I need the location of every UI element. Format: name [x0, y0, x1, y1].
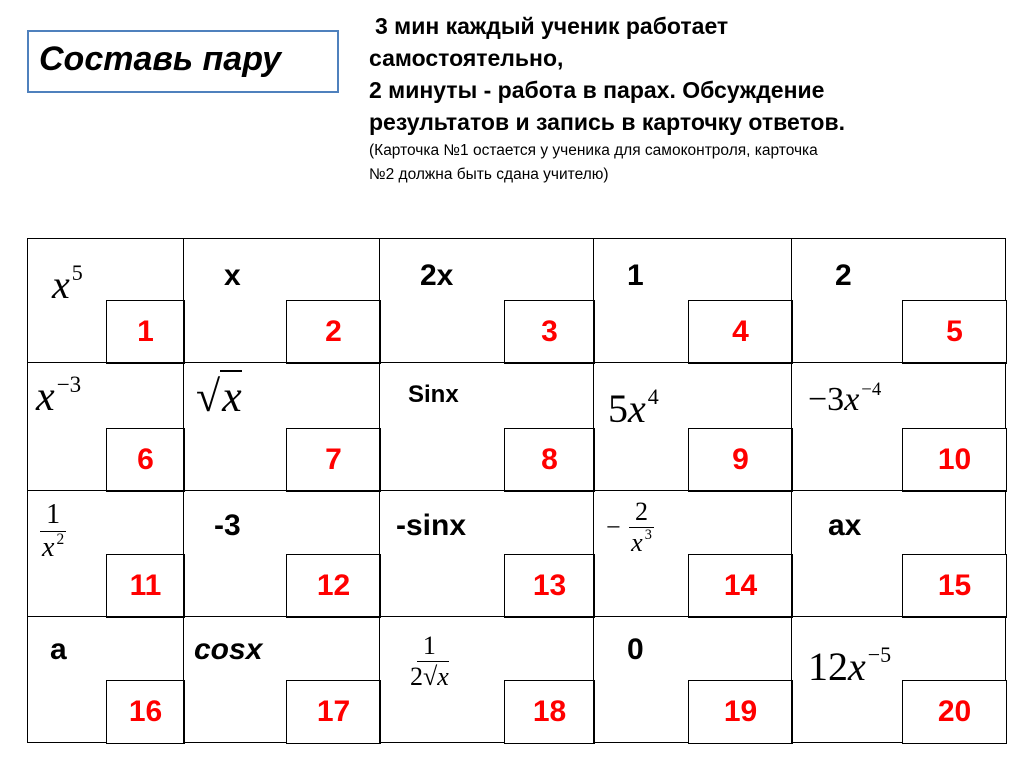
card-cell-3[interactable]	[379, 238, 594, 363]
instructions	[369, 10, 1009, 186]
card-number: 4	[688, 300, 793, 364]
card-cell-8[interactable]	[379, 362, 594, 491]
card-cell-9[interactable]	[593, 362, 792, 491]
card-number: 13	[504, 554, 595, 618]
card-number: 3	[504, 300, 595, 364]
card-number: 6	[106, 428, 185, 492]
expression: −3x $^{-4}$	[808, 379, 882, 418]
card-number: 1	[106, 300, 185, 364]
card-number: 17	[286, 680, 381, 744]
card-cell-14[interactable]	[593, 490, 792, 617]
card-number: 7	[286, 428, 381, 492]
expression: √x	[196, 372, 242, 421]
expression: 1	[627, 259, 644, 292]
expression: $12x^{-5}$	[808, 642, 892, 689]
card-cell-10[interactable]	[791, 362, 1006, 491]
card-number: 2	[286, 300, 381, 364]
card-cell-18[interactable]	[379, 616, 594, 743]
card-number: 9	[688, 428, 793, 492]
card-cell-17[interactable]	[183, 616, 380, 743]
card-cell-20[interactable]	[791, 616, 1006, 743]
card-cell-12[interactable]	[183, 490, 380, 617]
card-number: 8	[504, 428, 595, 492]
card-cell-1[interactable]	[27, 238, 184, 363]
expression: $x^5$	[52, 260, 83, 307]
card-cell-15[interactable]	[791, 490, 1006, 617]
instruction-line-3: 2 минуты - работа в парах. Обсуждение	[369, 77, 825, 103]
card-number: 12	[286, 554, 381, 618]
instruction-line-2: самостоятельно,	[369, 45, 564, 71]
expression: -3	[214, 509, 241, 542]
card-cell-4[interactable]	[593, 238, 792, 363]
instruction-line-4: результатов и запись в карточку ответов.	[369, 109, 845, 135]
expression: $5x^4$	[608, 384, 659, 431]
expression: 2	[835, 259, 852, 292]
card-cell-5[interactable]	[791, 238, 1006, 363]
card-cell-7[interactable]	[183, 362, 380, 491]
expression: 0	[627, 633, 644, 666]
expression: cosx	[194, 633, 263, 666]
card-number: 10	[902, 428, 1007, 492]
title-box	[27, 30, 339, 93]
card-number: 14	[688, 554, 793, 618]
page-title: Составь пару	[39, 40, 282, 78]
card-cell-19[interactable]	[593, 616, 792, 743]
expression: ax	[828, 509, 862, 542]
card-cell-6[interactable]	[27, 362, 184, 491]
instruction-note-1: (Карточка №1 остается у ученика для самоконтроля, карточка	[369, 142, 818, 159]
card-cell-13[interactable]	[379, 490, 594, 617]
card-number: 19	[688, 680, 793, 744]
expression: 2x	[420, 259, 454, 292]
card-cell-11[interactable]	[27, 490, 184, 617]
expression: − $\frac{2}{x ^3}$	[606, 497, 656, 558]
card-number: 15	[902, 554, 1007, 618]
card-number: 18	[504, 680, 595, 744]
expression: -sinx	[396, 509, 467, 542]
card-number: 11	[106, 554, 185, 618]
card-number: 16	[106, 680, 185, 744]
expression: a	[50, 633, 67, 666]
expression: x	[224, 259, 241, 292]
card-number: 5	[902, 300, 1007, 364]
expression: Sinx	[408, 381, 459, 408]
instruction-note-2: №2 должна быть сдана учителю)	[369, 166, 609, 183]
instruction-line-1: 3 мин каждый ученик работает	[375, 13, 729, 39]
card-cell-16[interactable]	[27, 616, 184, 743]
card-cell-2[interactable]	[183, 238, 380, 363]
card-number: 20	[902, 680, 1007, 744]
expression: $\frac{1}{x ^2}$	[42, 499, 65, 564]
expression: $\frac{1}{2√x}$	[410, 631, 449, 691]
expression: $x^{-3}$	[36, 370, 82, 420]
